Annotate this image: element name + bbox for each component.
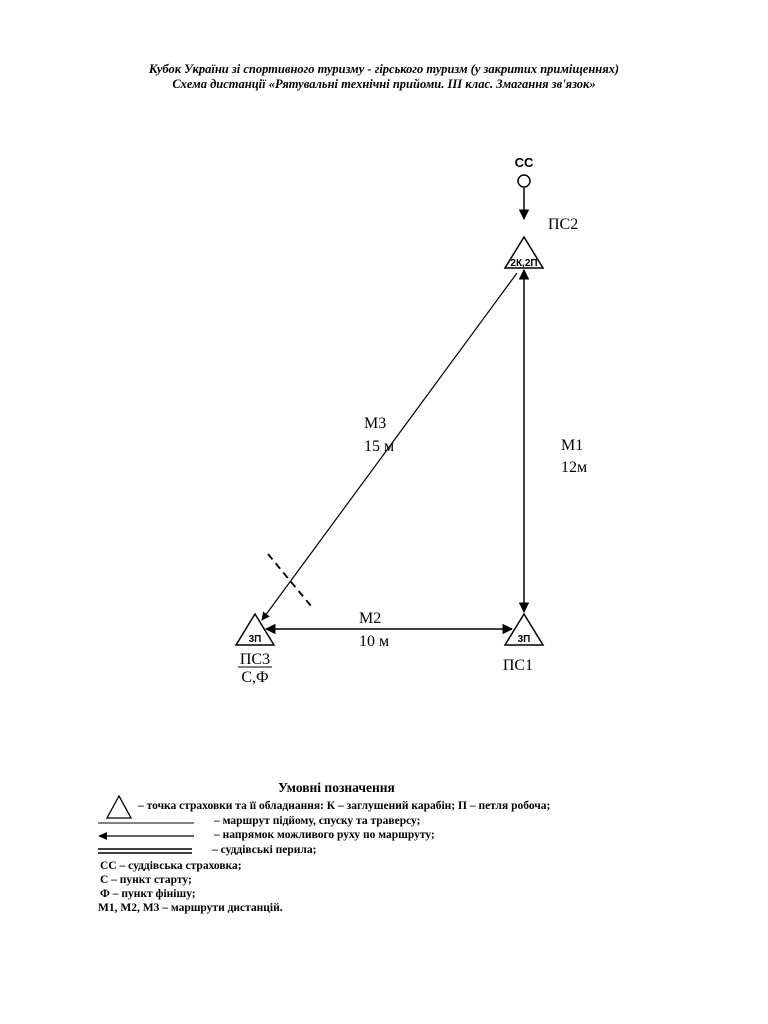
legend-start: С – пункт старту;	[100, 874, 192, 886]
legend-triangle-icon	[104, 794, 134, 820]
legend-title: Умовні позначення	[278, 780, 395, 795]
legend-route: – маршрут підйому, спуску та траверсу;	[214, 815, 421, 827]
legend-arrow-icon	[98, 831, 198, 841]
cc-label: СС	[514, 155, 534, 170]
legend-cc: СС – суддівська страховка;	[100, 860, 242, 872]
ps3-label: ПС3	[239, 651, 271, 668]
legend-rails-icon	[98, 847, 198, 855]
legend-rails: – суддівські перила;	[212, 844, 317, 856]
ps2-equipment: 2К,2П	[510, 258, 538, 269]
route-m1-name: М1	[561, 437, 584, 454]
legend-routes: М1, М2, М3 – маршрути дистанцій.	[98, 902, 283, 914]
ps2-label: ПС2	[548, 216, 579, 233]
header-title: Кубок України зі спортивного туризму - гірського туризм (у закритих приміщеннях)	[148, 62, 620, 76]
route-m3-name: М3	[364, 415, 387, 432]
cc-circle-icon	[518, 175, 530, 187]
ps3-sublabel: С,Ф	[241, 669, 269, 686]
legend-direction: – напрямок можливого руху по маршруту;	[214, 829, 435, 841]
ps1-equipment: 3П	[517, 634, 531, 645]
route-m1-length: 12м	[561, 459, 588, 476]
legend-point: – точка страховки та її обладнання: К – заглушений карабін; П – петля робоча;	[138, 800, 551, 812]
legend-finish: Ф – пункт фінішу;	[100, 888, 196, 900]
ps3-equipment: 3П	[248, 634, 262, 645]
header-subtitle: Схема дистанції «Рятувальні технічні прийоми. ІІІ клас. Змагання зв'язок»	[172, 77, 596, 91]
route-m2-name: М2	[359, 610, 382, 627]
route-m3-length: 15 м	[364, 438, 395, 455]
route-m2-length: 10 м	[359, 633, 390, 650]
legend-route-line-icon	[98, 820, 198, 826]
ps1-label: ПС1	[502, 657, 534, 674]
